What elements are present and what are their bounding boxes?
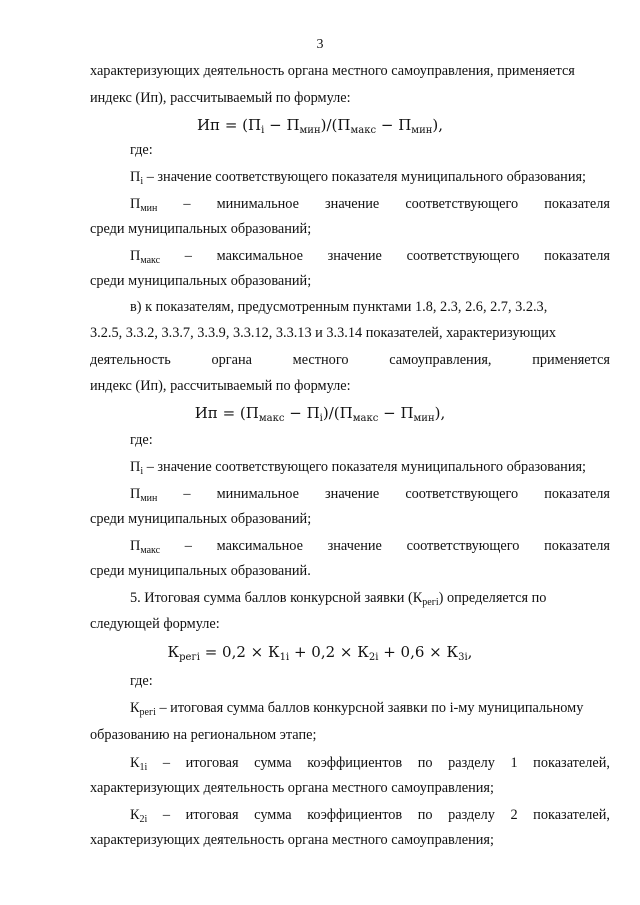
text-line: среди муниципальных образований; [90, 511, 312, 527]
where-label: где: [130, 142, 153, 158]
where-label: где: [130, 432, 153, 448]
where-label: где: [130, 673, 153, 689]
text-line: среди муниципальных образований; [90, 221, 312, 237]
page-number: 3 [316, 37, 324, 52]
text-line: 5. Итоговая сумма баллов конкурсной заявки $(К_{регi})$ определяется по [130, 590, 547, 608]
definition-pi: $П_i$ – значение соответствующего показателя муниципального образования; [130, 169, 587, 187]
text-line: деятельность органа местного самоуправления, применяется [90, 352, 610, 368]
definition-k1: $К_{1i}$ – итоговая сумма коэффициентов по разделу 1 показателей, [130, 755, 610, 773]
text-line: характеризующих деятельность органа местного самоуправления, применяется [90, 63, 575, 79]
text-line: среди муниципальных образований; [90, 273, 312, 289]
text-line: образованию на региональном этапе; [90, 727, 317, 743]
definition-kreg: $К_{регi}$ – итоговая сумма баллов конкурсной заявки по i-му муниципальному [130, 700, 584, 718]
definition-pmaks: $П_{макс}$ – максимальное значение соответствующего показателя [130, 538, 610, 556]
text-line: характеризующих деятельность органа местного самоуправления; [90, 832, 494, 848]
definition-pi: $П_i$ – значение соответствующего показателя муниципального образования; [130, 459, 587, 477]
definition-pmin: $П_{мин}$ – минимальное значение соответствующего показателя [130, 196, 610, 214]
definition-pmaks: $П_{макс}$ – максимальное значение соответствующего показателя [130, 248, 610, 266]
text-line: характеризующих деятельность органа местного самоуправления; [90, 780, 494, 796]
text-line: индекс (Ип), рассчитываемый по формуле: [90, 90, 351, 106]
text-line: 3.2.5, 3.3.2, 3.3.7, 3.3.9, 3.3.12, 3.3.13 и 3.3.14 показателей, характеризующих [90, 325, 557, 341]
text-line: индекс (Ип), рассчитываемый по формуле: [90, 378, 351, 394]
text-line: среди муниципальных образований. [90, 563, 311, 579]
definition-pmin: $П_{мин}$ – минимальное значение соответствующего показателя [130, 486, 610, 504]
definition-k2: $К_{2i}$ – итоговая сумма коэффициентов по разделу 2 показателей, [130, 807, 610, 825]
text-line: в) к показателям, предусмотренным пунктами 1.8, 2.3, 2.6, 2.7, 3.2.3, [130, 299, 548, 315]
formula-ip-2: Ип = $(П_{макс} - П_i)/(П_{макс} - П_{мин})$, [194, 404, 446, 424]
text-line: следующей формуле: [90, 616, 220, 632]
formula-ip-1: Ип = $(П_i - П_{мин})/(П_{макс} - П_{мин})$, [196, 116, 444, 136]
formula-kreg: $К_{регi} = 0,2 \times К_{1i} + 0,2 \times К_{2i} + 0,6 \times К_{3i}$, [167, 643, 473, 663]
